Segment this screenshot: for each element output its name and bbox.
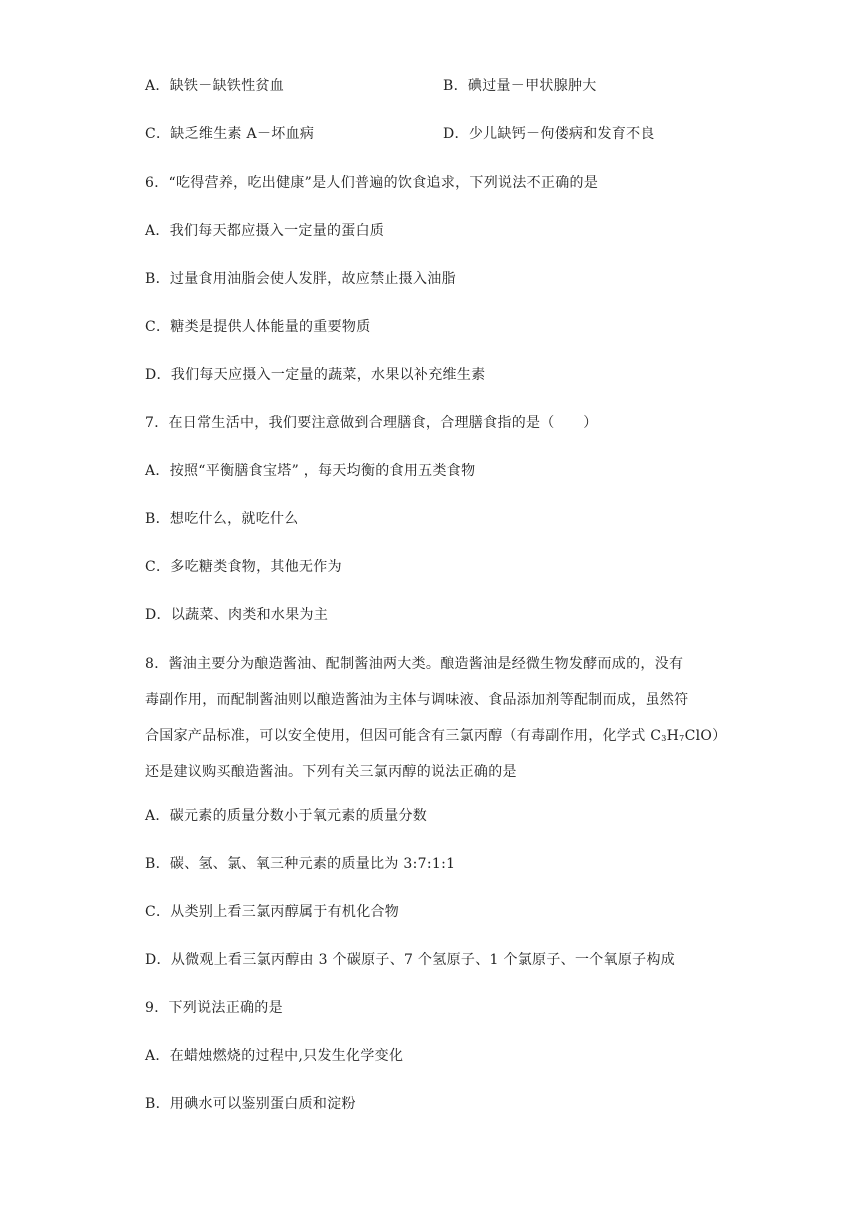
q6-option-c: C．糖类是提供人体能量的重要物质 [145,319,371,335]
q8-stem-line-2: 毒副作用，而配制酱油则以酿造酱油为主体与调味液、食品添加剂等配制而成，虽然符 [145,692,689,708]
q7-option-c: C．多吃糖类食物，其他无作为 [145,559,342,575]
q6-option-a: A．我们每天都应摄入一定量的蛋白质 [145,223,385,239]
q8-option-c: C．从类别上看三氯丙醇属于有机化合物 [145,904,400,920]
q8-stem-line-3-text: 合国家产品标准，可以安全使用，但因可能含有三氯丙醇（有毒副作用，化学式 C [145,728,662,744]
q9-option-a: A．在蜡烛燃烧的过程中,只发生化学变化 [145,1048,404,1064]
q5-option-a: A．缺铁－缺铁性贫血 [145,78,285,94]
q5-option-d: D．少儿缺钙－佝偻病和发育不良 [443,126,655,142]
q5-option-c: C．缺乏维生素 A－坏血病 [145,126,315,142]
q8-stem-line-3 [145,726,726,749]
q5-option-b: B．碘过量－甲状腺肿大 [443,78,597,94]
q9-stem: 9．下列说法正确的是 [145,1000,283,1016]
document-page [145,0,725,1216]
q8-option-a: A．碳元素的质量分数小于氧元素的质量分数 [145,808,428,824]
q7-option-a: A．按照“平衡膳食宝塔” ，每天均衡的食用五类食物 [145,463,476,479]
q6-stem: 6．“吃得营养，吃出健康”是人们普遍的饮食追求，下列说法不正确的是 [145,175,599,191]
formula-end: ClO） [684,728,727,744]
q7-option-d: D．以蔬菜、肉类和水果为主 [145,607,329,623]
formula-subscript-hydrogen: 7 [679,734,685,743]
q7-option-b: B．想吃什么，就吃什么 [145,511,299,527]
formula-subscript-carbon: 3 [661,734,667,743]
formula-hydrogen: H [666,728,680,744]
q8-stem-line-1: 8．酱油主要分为酿造酱油、配制酱油两大类。酿造酱油是经微生物发酵而成的，没有 [145,656,684,672]
q6-option-b: B．过量食用油脂会使人发胖，故应禁止摄入油脂 [145,271,456,287]
q8-option-d: D．从微观上看三氯丙醇由 3 个碳原子、7 个氢原子、1 个氯原子、一个氧原子构成 [145,952,676,968]
q7-stem: 7．在日常生活中，我们要注意做到合理膳食，合理膳食指的是（ ） [145,415,598,431]
q6-option-d: D．我们每天应摄入一定量的蔬菜，水果以补充维生素 [145,367,486,383]
q8-option-b: B．碳、氢、氯、氧三种元素的质量比为 3:7:1:1 [145,856,456,872]
q9-option-b: B．用碘水可以鉴别蛋白质和淀粉 [145,1096,356,1112]
q8-stem-line-4: 还是建议购买酿造酱油。下列有关三氯丙醇的说法正确的是 [145,764,517,780]
